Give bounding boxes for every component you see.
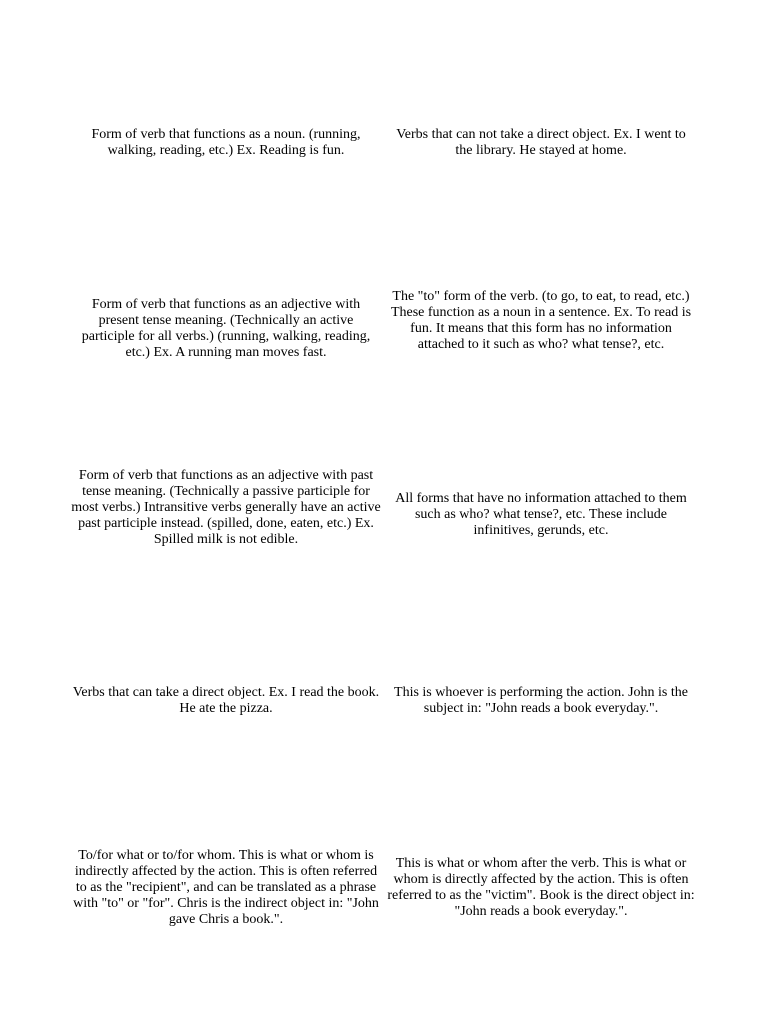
card-gerund: Form of verb that functions as a noun. (running, walking, reading, etc.) Ex. Reading is fun. — [91, 127, 361, 158]
card-present-participle: Form of verb that functions as an adjective with present tense meaning. (Technically an active participle for all verbs.) (running, walking, reading, etc.) Ex. A running man moves fast. — [81, 297, 371, 360]
card-intransitive-verb: Verbs that can not take a direct object. Ex. I went to the library. He stayed at home. — [396, 127, 686, 158]
card-infinitive: The "to" form of the verb. (to go, to eat, to read, etc.) These function as a noun in a sentence. Ex. To read is fun. It means that this form has no information attached to it such as who? what tense?, etc. — [390, 289, 692, 352]
card-indirect-object: To/for what or to/for whom. This is what or whom is indirectly affected by the action. This is often referred to as the "recipient", and can be translated as a phrase with "to" or "for". Chris is the indirect object in: "John gave Chris a book.". — [73, 848, 379, 927]
card-transitive-verb: Verbs that can take a direct object. Ex. I read the book. He ate the pizza. — [72, 685, 380, 716]
card-non-finite-forms: All forms that have no information attached to them such as who? what tense?, etc. These include infinitives, gerunds, etc. — [395, 491, 687, 538]
card-past-participle: Form of verb that functions as an adjective with past tense meaning. (Technically a passive participle for most verbs.) Intransitive verbs generally have an active past participle instead. (spilled, done, eaten, etc.) Ex. Spilled milk is not edible. — [71, 468, 381, 547]
card-subject: This is whoever is performing the action. John is the subject in: "John reads a book everyday.". — [394, 685, 688, 716]
card-direct-object: This is what or whom after the verb. This is what or whom is directly affected by the action. This is often referred to as the "victim". Book is the direct object in: "John reads a book everyday.". — [387, 856, 695, 919]
